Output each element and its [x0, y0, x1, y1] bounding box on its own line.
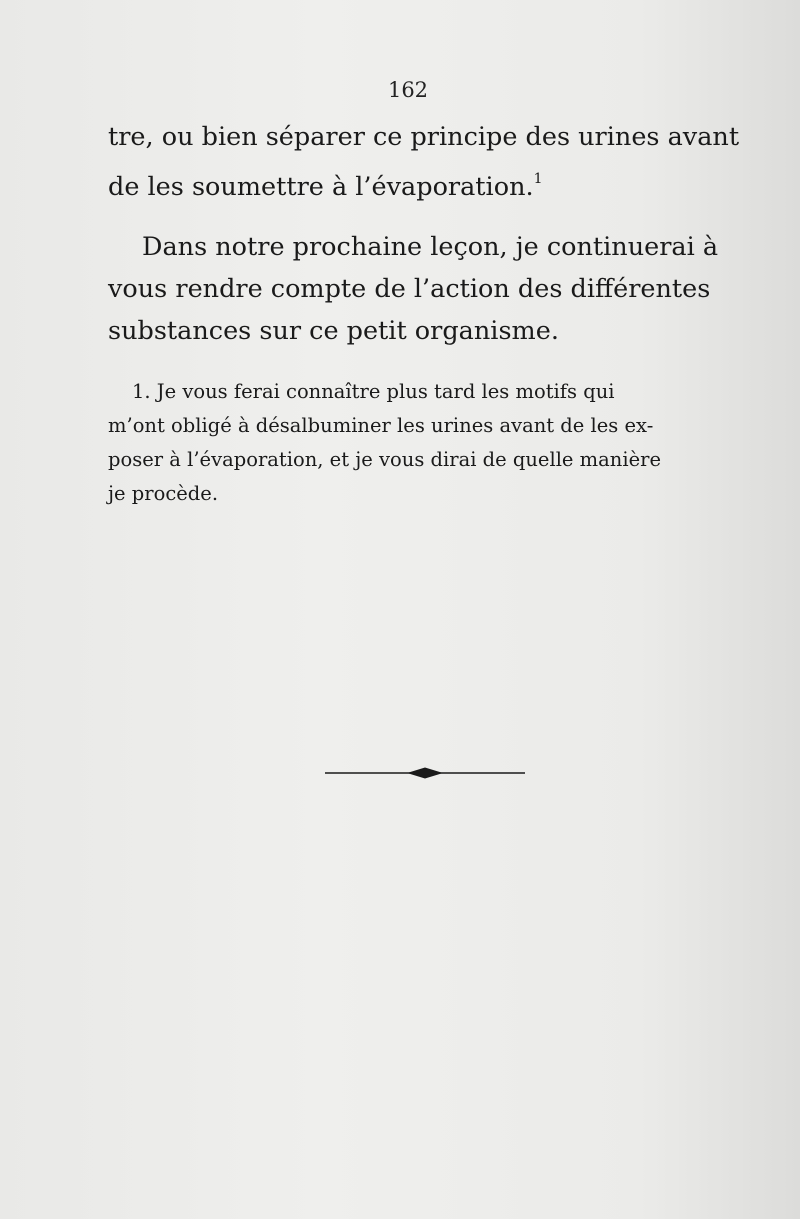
- footnote: [108, 375, 728, 511]
- text-line: vous rendre compte de l’action des différentes: [108, 274, 711, 304]
- text-line: Dans notre prochaine leçon, je continuerai à: [142, 232, 719, 262]
- footnote-line: m’ont obligé à désalbuminer les urines avant de les ex-: [108, 414, 654, 437]
- footnote-line: poser à l’évaporation, et je vous dirai de quelle manière: [108, 448, 661, 471]
- text-line: de les soumettre à l’évaporation.: [108, 172, 534, 202]
- page-number: 162: [387, 78, 429, 102]
- footnote-reference: 1: [533, 171, 543, 187]
- text-line-with-note: [108, 158, 728, 208]
- section-end-ornament: [325, 766, 525, 780]
- text-line: substances sur ce petit organisme.: [108, 316, 559, 346]
- paragraph-next-lesson: [108, 226, 728, 352]
- footnote-line: je procède.: [108, 482, 219, 505]
- footnote-line: 1. Je vous ferai connaître plus tard les motifs qui: [132, 380, 615, 403]
- text-line: tre, ou bien séparer ce principe des urines avant: [108, 122, 740, 152]
- paragraph-continuation: [108, 116, 740, 208]
